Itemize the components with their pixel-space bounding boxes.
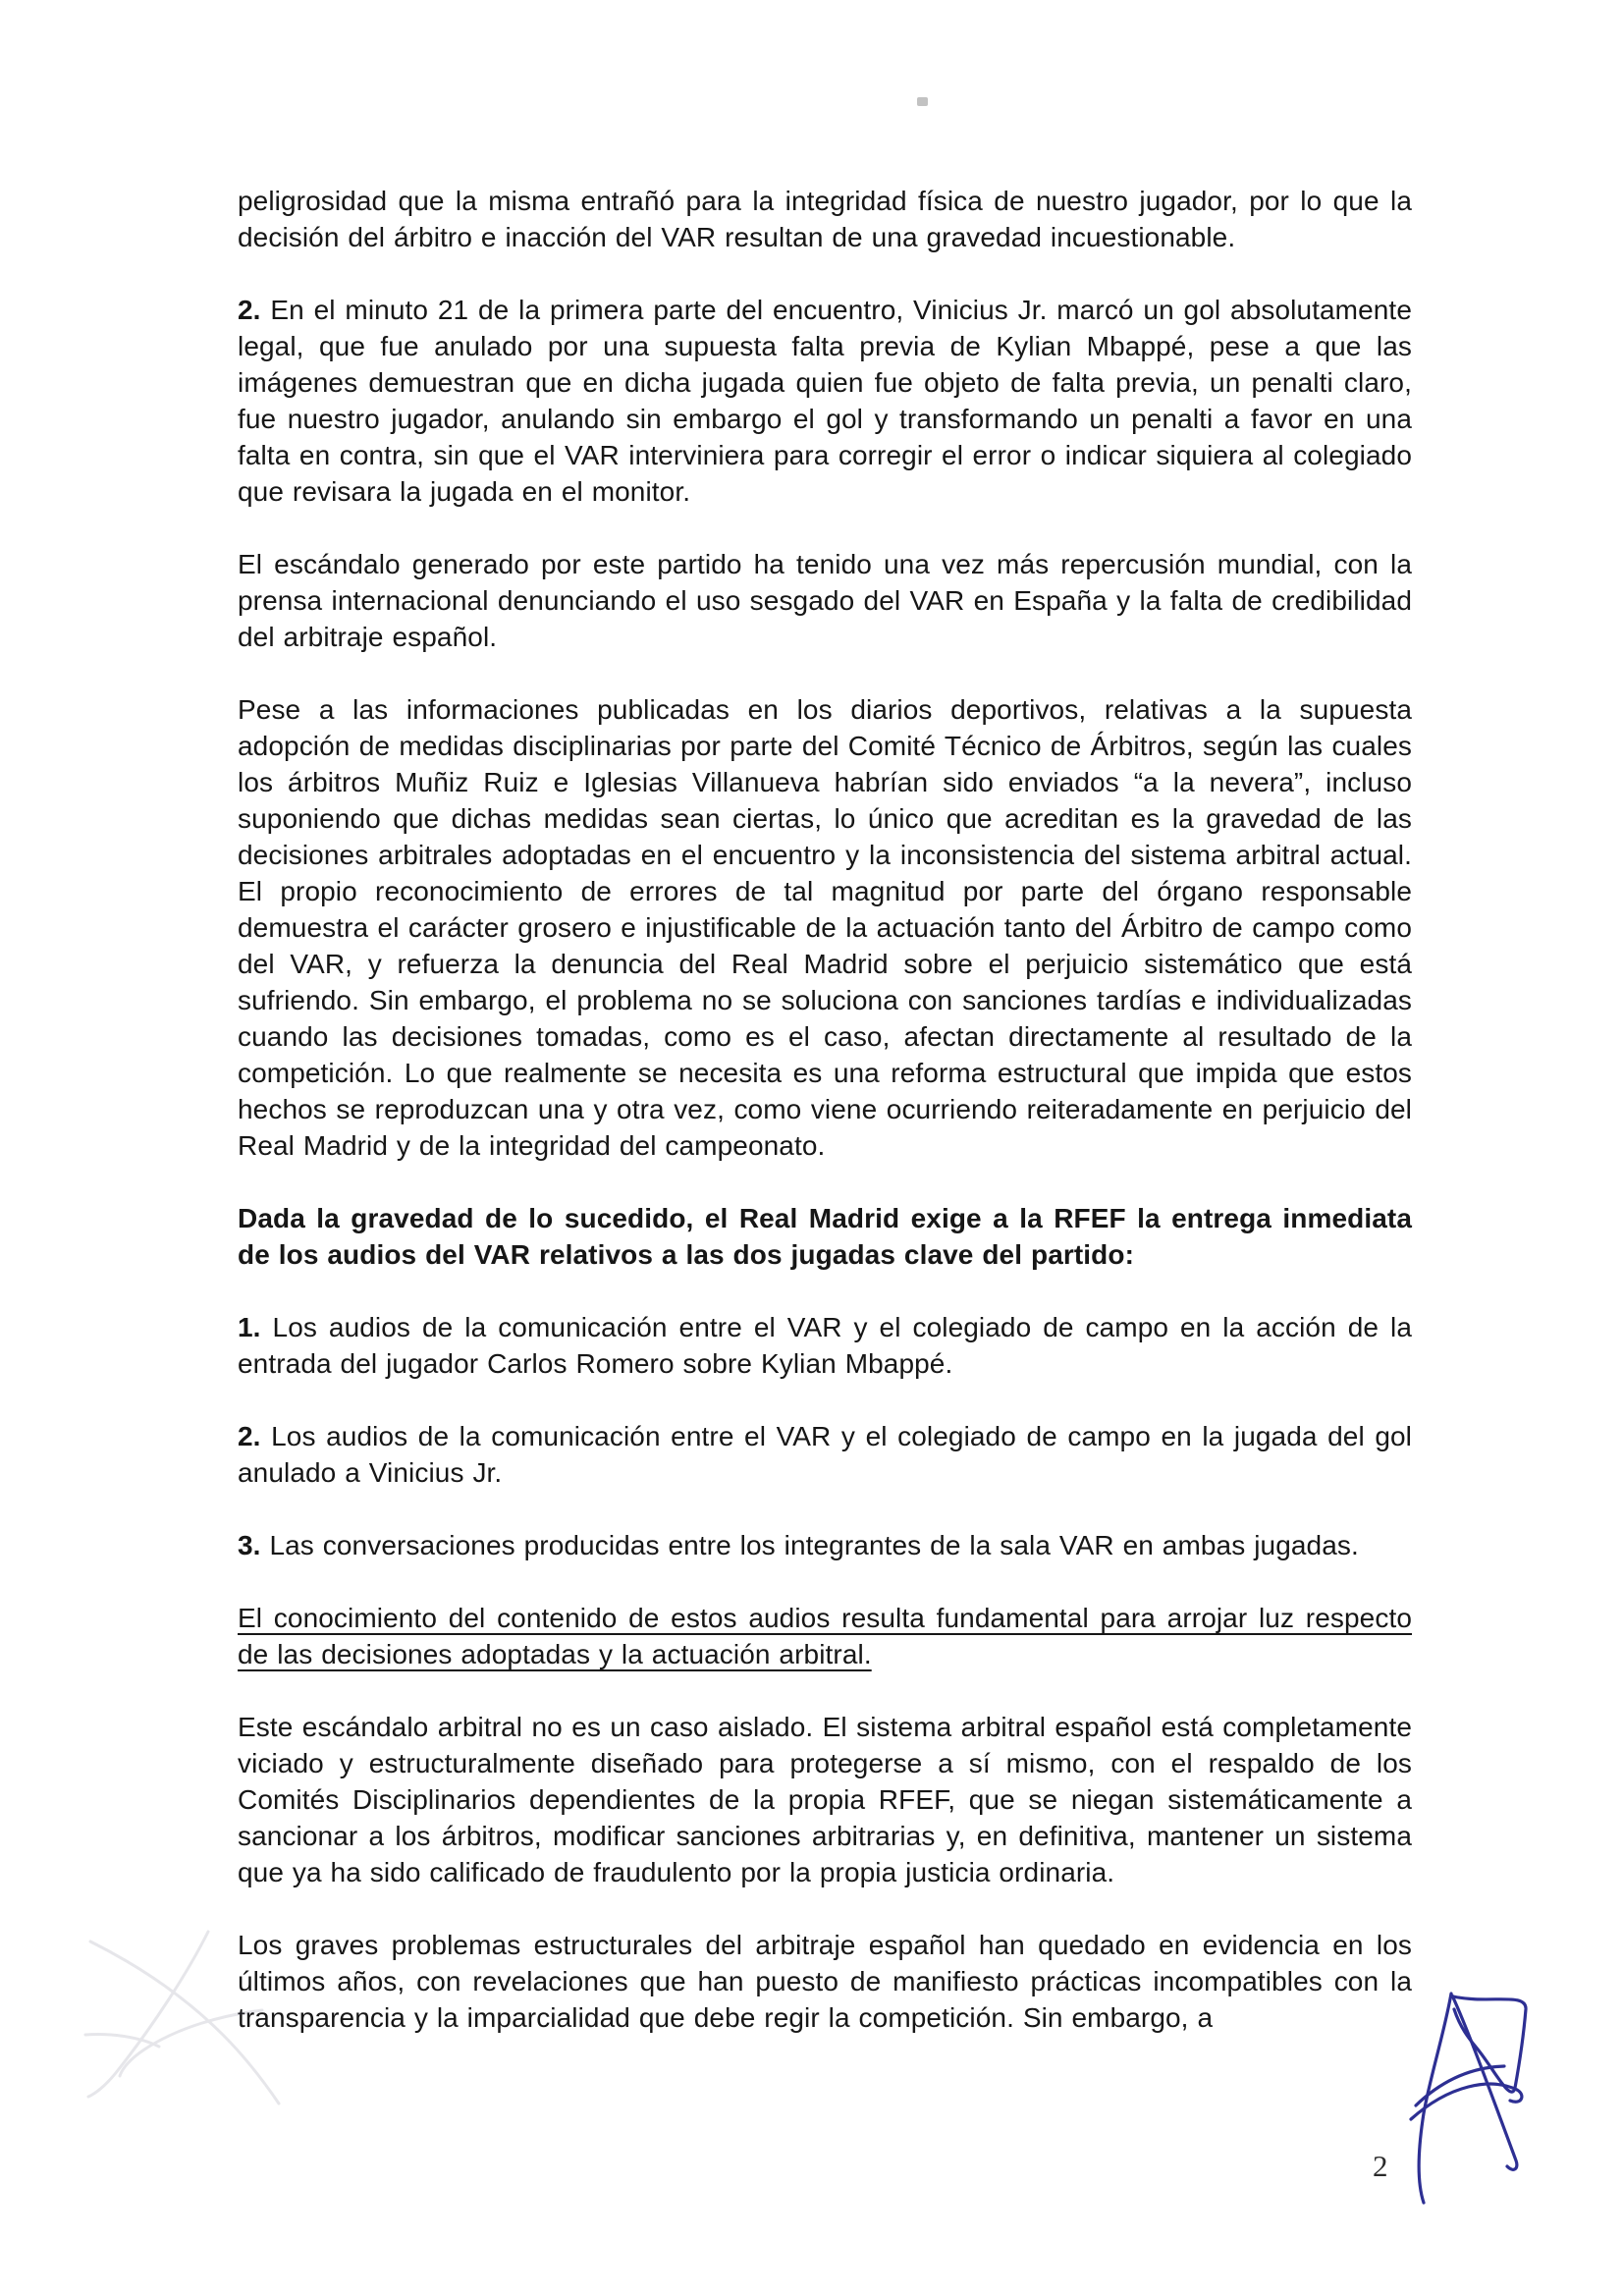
- demand-heading: Dada la gravedad de lo sucedido, el Real Madrid exige a la RFEF la entrega inmediata de los audios del VAR relativos a las dos jugadas clave del partido:: [238, 1203, 1412, 1270]
- request-item-2: [238, 1418, 1412, 1491]
- paragraph-problemas-estructurales: Los graves problemas estructurales del arbitraje español han quedado en evidencia en los últimos años, con revelaciones que han puesto de manifiesto prácticas incompatibles con la transparencia y la imparcialidad que debe regir la competición. Sin embargo, a: [238, 1930, 1412, 2033]
- paragraph-continuation: peligrosidad que la misma entrañó para la integridad física de nuestro jugador, por lo que la decisión del árbitro e inacción del VAR resultan de una gravedad incuestionable.: [238, 186, 1412, 252]
- underlined-statement: El conocimiento del contenido de estos audios resulta fundamental para arrojar luz respecto de las decisiones adoptadas y la actuación arbitral.: [238, 1603, 1412, 1669]
- list-number: 3.: [238, 1530, 261, 1560]
- list-text: Los audios de la comunicación entre el VAR y el colegiado de campo en la jugada del gol anulado a Vinicius Jr.: [238, 1421, 1412, 1488]
- paragraph-repercusion-mundial: El escándalo generado por este partido ha tenido una vez más repercusión mundial, con la prensa internacional denunciando el uso sesgado del VAR en España y la falta de credibilidad del arbitraje español.: [238, 549, 1412, 652]
- ink-bleedthrough-icon: [61, 1917, 287, 2128]
- page-number: 2: [1373, 2149, 1388, 2183]
- scan-artifact-icon: [917, 97, 928, 106]
- list-text: En el minuto 21 de la primera parte del encuentro, Vinicius Jr. marcó un gol absolutamente legal, que fue anulado por una supuesta falta previa de Kylian Mbappé, pese a que las imágenes demuestran que en dicha jugada quien fue objeto de falta previa, un penalti claro, fue nuestro jugador, anulando sin embargo el gol y transformando un penalti a favor en una falta en contra, sin que el VAR interviniera para corregir el error o indicar siquiera al colegiado que revisara la jugada en el monitor.: [238, 295, 1412, 507]
- letter-body: [238, 183, 1412, 2072]
- paragraph-sistema-viciado: Este escándalo arbitral no es un caso aislado. El sistema arbitral español está completamente viciado y estructuralmente diseñado para protegerse a sí mismo, con el respaldo de los Comités Disciplinarios dependientes de la propia RFEF, que se niegan sistemáticamente a sancionar a los árbitros, modificar sanciones arbitrarias y, en definitiva, mantener un sistema que ya ha sido calificado de fraudulento por la propia justicia ordinaria.: [238, 1712, 1412, 1887]
- list-text: Las conversaciones producidas entre los integrantes de la sala VAR en ambas jugadas.: [269, 1530, 1359, 1560]
- list-text: Los audios de la comunicación entre el VAR y el colegiado de campo en la acción de la entrada del jugador Carlos Romero sobre Kylian Mbappé.: [238, 1312, 1412, 1379]
- paragraph-comite-tecnico: Pese a las informaciones publicadas en los diarios deportivos, relativas a la supuesta adopción de medidas disciplinarias por parte del Comité Técnico de Árbitros, según las cuales los árbitros Muñiz Ruiz e Iglesias Villanueva habrían sido enviados “a la nevera”, incluso suponiendo que dichas medidas sean ciertas, lo único que acreditan es la gravedad de las decisiones arbitrales adoptadas en el encuentro y la inconsistencia del sistema arbitral actual. El propio reconocimiento de errores de tal magnitud por parte del órgano responsable demuestra el carácter grosero e injustificable de la actuación tanto del Árbitro de campo como del VAR, y refuerza la denuncia del Real Madrid sobre el perjuicio sistemático que está sufriendo. Sin embargo, el problema no se soluciona con sanciones tardías e individualizadas cuando las decisiones tomadas, como es el caso, afectan directamente al resultado de la competición. Lo que realmente se necesita es una reforma estructural que impida que estos hechos se reproduzcan una y otra vez, como viene ocurriendo reiteradamente en perjuicio del Real Madrid y de la integridad del campeonato.: [238, 694, 1412, 1161]
- list-number: 2.: [238, 295, 261, 325]
- signature-flourish-icon: [1400, 1976, 1555, 2217]
- request-item-1: [238, 1309, 1412, 1382]
- list-number: 1.: [238, 1312, 261, 1342]
- request-item-3: [238, 1527, 1412, 1563]
- list-number: 2.: [238, 1421, 261, 1451]
- paragraph-numbered-point-2: [238, 292, 1412, 510]
